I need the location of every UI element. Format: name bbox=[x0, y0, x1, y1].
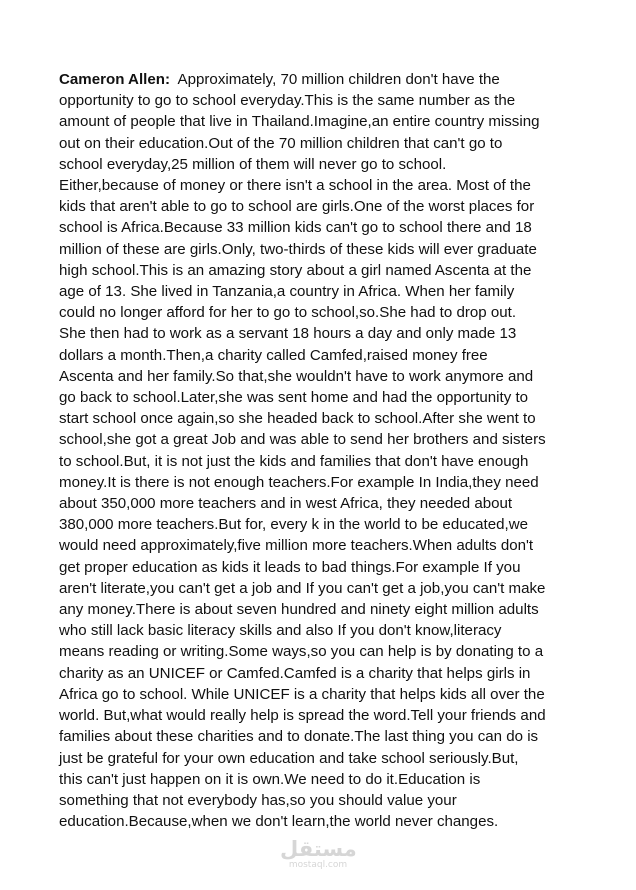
essay-line: age of 13. She lived in Tanzania,a country in Africa. When her family bbox=[59, 283, 515, 301]
essay-line: Africa go to school. While UNICEF is a charity that helps kids all over the bbox=[59, 685, 545, 703]
essay-line: Ascenta and her family.So that,she wouldn't have to work anymore and bbox=[59, 367, 534, 385]
author-label: Cameron Allen: bbox=[59, 71, 170, 88]
essay-line: 380,000 more teachers.But for, every k in the world to be educated,we bbox=[59, 516, 529, 534]
essay-line: this can't just happen on it is own.We need to do it.Education is bbox=[59, 770, 481, 788]
essay-line: who still lack basic literacy skills and also If you don't know,literacy bbox=[59, 622, 502, 640]
essay-text bbox=[59, 69, 589, 832]
essay-line: opportunity to go to school everyday.This is the same number as the bbox=[59, 92, 516, 110]
essay-line: aren't literate,you can't get a job and If you can't get a job,you can't make bbox=[59, 579, 546, 597]
essay-line: education.Because,when we don't learn,the world never changes. bbox=[59, 813, 499, 831]
watermark-site: mostaql.com bbox=[288, 860, 348, 870]
essay-line: start school once again,so she headed back to school.After she went to bbox=[59, 410, 536, 428]
essay-line: school everyday,25 million of them will never go to school. bbox=[59, 155, 447, 173]
essay-line: school is Africa.Because 33 million kids can't go to school there and 18 bbox=[59, 219, 532, 237]
essay-line: million of these are girls.Only, two-thirds of these kids will ever graduate bbox=[59, 240, 537, 258]
essay-line: dollars a month.Then,a charity called Camfed,raised money free bbox=[59, 346, 488, 364]
essay-line: go back to school.Later,she was sent home and had the opportunity to bbox=[59, 389, 529, 407]
essay-line: charity as an UNICEF or Camfed.Camfed is a charity that helps girls in bbox=[59, 664, 531, 682]
essay-line: could no longer afford for her to go to school,so.She had to drop out. bbox=[59, 304, 517, 322]
essay-line-text: Approximately, 70 million children don't have the bbox=[170, 71, 500, 88]
essay-line: about 350,000 more teachers and in west Africa, they needed about bbox=[59, 495, 513, 513]
essay-line: get proper education as kids it leads to bad things.For example If you bbox=[59, 558, 521, 576]
watermark-logo: مستقل bbox=[280, 837, 357, 861]
essay-line: amount of people that live in Thailand.Imagine,an entire country missing bbox=[59, 113, 540, 131]
essay-line: money.It is there is not enough teachers.For example In India,they need bbox=[59, 473, 539, 491]
essay-line: world. But,what would really help is spread the word.Tell your friends and bbox=[59, 707, 546, 725]
essay-line: school,she got a great Job and was able to send her brothers and sisters bbox=[59, 431, 546, 449]
essay-line: high school.This is an amazing story about a girl named Ascenta at the bbox=[59, 261, 532, 279]
essay-lines bbox=[59, 69, 589, 832]
essay-line bbox=[59, 69, 589, 90]
essay-line: to school.But, it is not just the kids and families that don't have enough bbox=[59, 452, 529, 470]
essay-line: any money.There is about seven hundred and ninety eight million adults bbox=[59, 601, 539, 619]
essay-line: kids that aren't able to go to school are girls.One of the worst places for bbox=[59, 198, 535, 216]
essay-line: just be grateful for your own education and take school seriously.But, bbox=[59, 749, 519, 767]
essay-line: something that not everybody has,so you should value your bbox=[59, 791, 457, 809]
essay-line: means reading or writing.Some ways,so you can help is by donating to a bbox=[59, 643, 544, 661]
essay-line: out on their education.Out of the 70 million children that can't go to bbox=[59, 134, 503, 152]
essay-line: She then had to work as a servant 18 hours a day and only made 13 bbox=[59, 325, 517, 343]
watermark bbox=[280, 838, 356, 870]
essay-line: families about these charities and to donate.The last thing you can do is bbox=[59, 728, 539, 746]
essay-line: Either,because of money or there isn't a school in the area. Most of the bbox=[59, 177, 531, 195]
essay-line: would need approximately,five million more teachers.When adults don't bbox=[59, 537, 534, 555]
